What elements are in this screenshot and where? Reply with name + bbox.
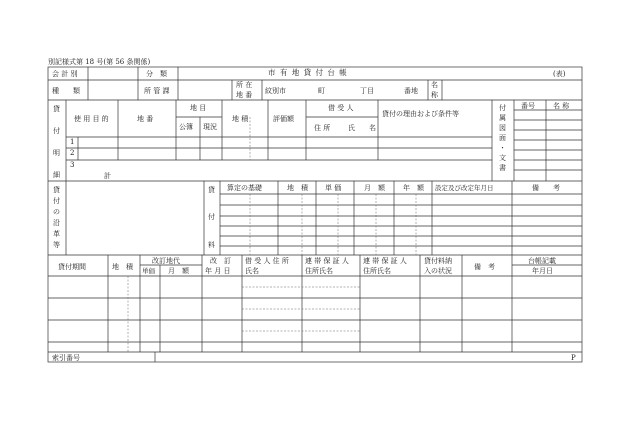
guarantor-addr-header-2: 住所氏名 — [363, 267, 391, 275]
sec3-remarks-header: 備 考 — [474, 263, 495, 271]
dept-label: 所 管 課 — [144, 87, 170, 95]
period-header: 貸付期間 — [58, 263, 86, 271]
row-number-1: 1 — [70, 138, 75, 146]
sec2-area-header: 地 積 — [287, 184, 308, 192]
attached-label-1: 属 — [499, 114, 506, 122]
town-label: 町 — [318, 87, 325, 95]
annual-header: 年 額 — [403, 184, 424, 192]
title-suffix: (表) — [553, 70, 566, 78]
page-marker: P — [571, 354, 576, 362]
fee-label-1: 付 — [208, 213, 215, 221]
revision-ymd-header: 年 月 日 — [205, 267, 231, 275]
payment-header-2: 入の状況 — [424, 267, 452, 275]
basis-header: 算定の基礎 — [227, 184, 262, 192]
fee-label-2: 料 — [208, 241, 215, 249]
ledger-date-header: 年月日 — [532, 267, 553, 275]
form-id-label: 別記様式第 18 号(第 56 条関係) — [48, 58, 151, 66]
land-category-header: 地 目 — [190, 104, 207, 112]
sec1-side-label-3: 細 — [53, 171, 60, 179]
monthly-header: 月 額 — [364, 184, 385, 192]
unit-price-header: 単 価 — [325, 184, 342, 192]
total-label: 計 — [104, 172, 111, 180]
lot-number-header: 地 番 — [137, 115, 154, 123]
sec3-unit-price-header: 単価 — [142, 267, 155, 275]
attached-label-2: 図 — [499, 124, 506, 132]
guarantor-addr-header-1: 住所氏名 — [305, 267, 333, 275]
attached-label-4: ・ — [499, 144, 506, 152]
payment-header: 貸付料納 — [424, 257, 452, 265]
registered-header: 公簿 — [179, 123, 193, 131]
borrower-header: 借 受 人 — [328, 104, 354, 112]
fee-label-0: 貸 — [208, 186, 215, 194]
attached-label-6: 書 — [499, 164, 506, 172]
sec1-side-label-1: 付 — [53, 127, 60, 135]
category-label: 分 類 — [146, 70, 167, 78]
use-purpose-header: 使 用 目 的 — [74, 115, 109, 123]
guarantor-header-2: 連 帯 保 証 人 — [363, 257, 407, 265]
assessed-value-header: 評価額 — [273, 115, 294, 123]
number-col-header: 番号 — [521, 102, 535, 110]
sec2-side-label-1: 付 — [53, 197, 60, 205]
banchi-label: 番地 — [404, 87, 418, 95]
sec2-side-label-5: 等 — [53, 241, 60, 249]
location-label-1: 所 在 — [236, 81, 253, 89]
location-label-2: 地 番 — [236, 91, 253, 99]
sec2-remarks-header: 備 考 — [532, 184, 560, 192]
name-label-2: 称 — [431, 91, 438, 99]
name-header: 氏 名 — [348, 124, 376, 132]
revision-header: 改 訂 — [210, 257, 231, 265]
revised-rent-header: 改訂地代 — [152, 257, 180, 265]
guarantor-header-1: 連 帯 保 証 人 — [305, 257, 349, 265]
account-label: 会 計 別 — [52, 70, 78, 78]
sec2-side-label-4: 革 — [53, 230, 60, 238]
form-title: 市 有 地 貸 付 台 帳 — [268, 68, 348, 77]
sec2-side-label-0: 貸 — [53, 186, 60, 194]
borrower-name-header: 氏名 — [245, 267, 259, 275]
sec3-area-header: 地 積 — [112, 263, 133, 271]
attached-label-0: 付 — [499, 104, 506, 112]
reason-header: 貸付の理由および条件等 — [382, 110, 459, 118]
sec2-side-label-3: 沿 — [53, 219, 60, 227]
name-col-header: 名 称 — [553, 102, 570, 110]
attached-label-3: 面 — [499, 134, 506, 142]
city-label: 紋別市 — [265, 87, 286, 95]
attached-label-5: 文 — [499, 154, 506, 162]
sec1-side-label-0: 貸 — [53, 105, 60, 113]
borrower-addr-header: 借 受 人 住 所 — [245, 257, 289, 265]
sec2-side-label-2: の — [53, 208, 60, 216]
sec3-monthly-header: 月 額 — [168, 267, 189, 275]
ledger-header: 台帳記載 — [528, 257, 556, 265]
name-label-1: 名 — [431, 81, 438, 89]
row-number-2: 2 — [70, 149, 75, 157]
area-header: 地 積 — [232, 115, 249, 123]
current-header: 現況 — [203, 123, 217, 131]
index-number-label: 索引番号 — [52, 354, 80, 362]
type-label: 種 類 — [52, 87, 80, 95]
chome-label: 丁目 — [360, 87, 374, 95]
revision-date-header: 設定及び改定年月日 — [435, 184, 494, 192]
sec1-side-label-2: 明 — [53, 149, 60, 157]
row-number-3: 3 — [70, 161, 75, 169]
address-header: 住 所 — [314, 124, 331, 132]
